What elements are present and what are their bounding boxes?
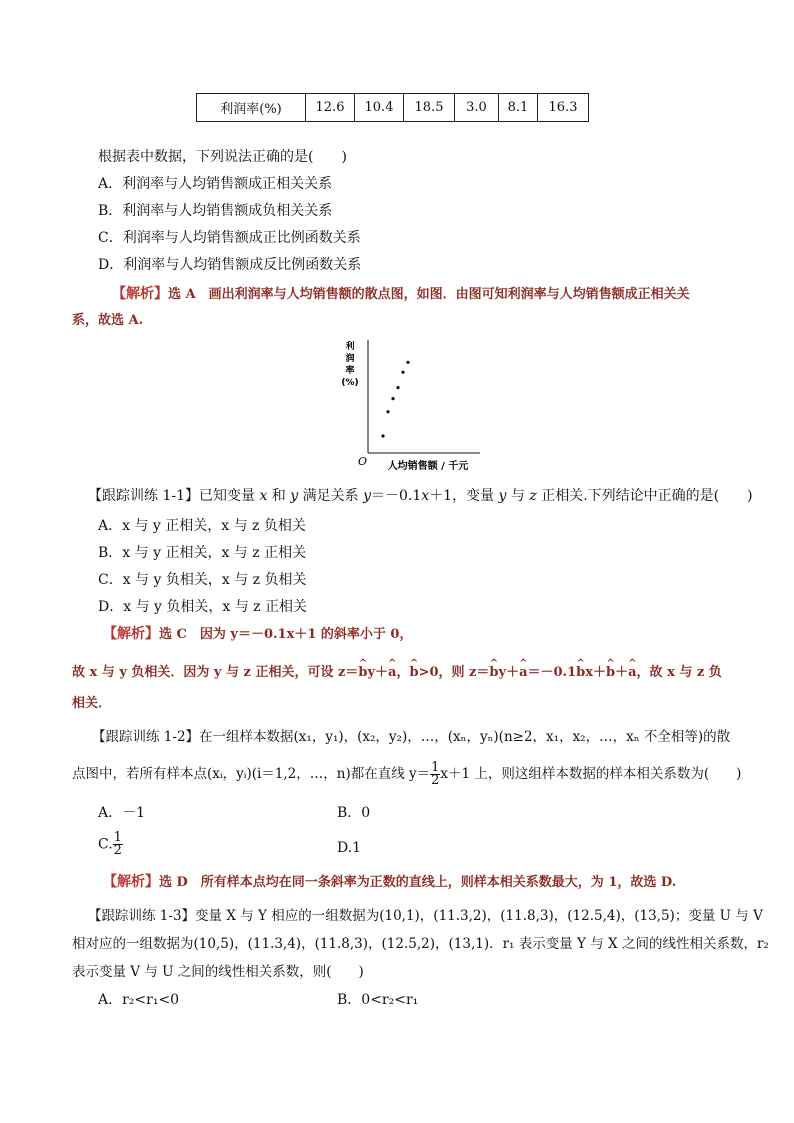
a-hat: ^ a [628, 663, 636, 683]
option-a: A．－1 [98, 805, 146, 821]
analysis-text: ＝－0.1 [527, 665, 577, 680]
analysis-line [72, 310, 143, 331]
table-cell: 18.5 [404, 94, 455, 122]
stem-text: 与 [506, 488, 530, 504]
question-stem: 根据表中数据，下列说法正确的是( ) [98, 149, 347, 165]
stem-text: 满足关系 [298, 488, 364, 504]
option-b: B．0 [337, 805, 371, 821]
analysis-line [112, 284, 690, 305]
analysis-text: y＋ [498, 665, 520, 680]
y-axis-label: 利 [345, 342, 355, 352]
option-d: D.1 [337, 840, 362, 856]
origin-label: O [358, 455, 368, 468]
a-hat: ^ a [519, 663, 527, 683]
exercise-1-2-line: 【跟踪训练 1-2】在一组样本数据(x₁，y₁)，(x₂，y₂)，…，(xₙ，yₙ)(n≥2，x₁，x₂，…，xₙ 不全相等)的散 [92, 729, 731, 745]
exercise-1-2-line [72, 762, 741, 787]
stem-text: 【跟踪训练 1-1】已知变量 [88, 488, 260, 504]
table-cell: 3.0 [455, 94, 499, 122]
data-point [406, 361, 409, 364]
stem-text: 正相关.下列结论中正确的是( ) [536, 488, 753, 504]
data-point [401, 371, 404, 374]
table-cell: 10.4 [355, 94, 404, 122]
option-b: B．利润率与人均销售额成负相关关系 [98, 203, 333, 219]
table-cell: 8.1 [499, 94, 538, 122]
option-c [98, 832, 123, 857]
var-y: y [498, 488, 507, 504]
analysis-line [103, 624, 412, 645]
analysis-line [72, 693, 111, 714]
exercise-1-1-stem [88, 486, 753, 506]
var-x: x [421, 488, 430, 504]
table-cell: 16.3 [538, 94, 589, 122]
stem-text: ＝－0.1 [371, 488, 422, 504]
analysis-line [103, 872, 676, 893]
stem-text: ＋1，变量 [429, 488, 499, 504]
b-hat: ^ b [606, 663, 615, 683]
table-cell: 12.6 [306, 94, 355, 122]
fraction-denominator: 2 [113, 843, 122, 858]
option-d: D．利润率与人均销售额成反比例函数关系 [98, 257, 362, 273]
exercise-1-3-line: 相对应的一组数据为(10,5)，(11.3,4)，(11.8,3)，(12.5,2)，(13,1)．r₁ 表示变量 Y 与 X 之间的线性相关系数，r₂ [72, 936, 769, 952]
option-b: B．0<r₂<r₁ [337, 992, 419, 1008]
exercise-1-3-line: 【跟踪训练 1-3】变量 X 与 Y 相应的一组数据为(10,1)，(11.3,2)，(11.8,3)，(12.5,4)，(13,5)；变量 U 与 V [88, 908, 763, 924]
table-row [197, 94, 589, 122]
profit-rate-table [196, 93, 589, 122]
option-a: A．x 与 y 正相关，x 与 z 负相关 [98, 518, 306, 534]
option-d: D．x 与 y 负相关，x 与 z 正相关 [98, 599, 308, 615]
analysis-text: >0，则 z＝ [418, 665, 490, 680]
stem-text: x＋1 上，则这组样本数据的样本相关系数为( ) [440, 766, 742, 782]
stem-text: 点图中，若所有样本点(xᵢ，yᵢ)(i＝1,2，…，n)都在直线 y＝ [72, 766, 431, 782]
analysis-text: 选 A 画出利润率与人均销售额的散点图，如图．由图可知利润率与人均销售额成正相关关 [168, 287, 690, 302]
analysis-tag: 【解析】 [103, 626, 159, 642]
stem-text: 和 [267, 488, 291, 504]
table-header-cell: 利润率(%) [197, 94, 306, 122]
y-axis-label: 润 [345, 354, 355, 364]
x-axis-label: 人均销售额 / 千元 [387, 461, 469, 472]
y-axis-label: 率 [345, 366, 355, 376]
b-hat: ^ b [576, 663, 585, 683]
analysis-tag: 【解析】 [112, 286, 168, 302]
scatter-plot [330, 335, 490, 475]
data-point [381, 434, 384, 437]
analysis-text: 选 C 因为 y＝－0.1x＋1 的斜率小于 0， [159, 627, 413, 642]
fraction-numerator: 1 [113, 830, 122, 845]
var-z: z [529, 488, 537, 504]
option-a: A．r₂<r₁<0 [98, 992, 180, 1008]
var-y: y [363, 488, 372, 504]
analysis-text: ，故 x 与 z 负 [636, 665, 722, 680]
fraction-denominator: 2 [431, 773, 440, 788]
analysis-line [72, 662, 722, 683]
fraction-numerator: 1 [431, 760, 440, 775]
b-hat: ^ b [409, 663, 418, 683]
data-point [386, 410, 389, 413]
b-hat: ^ b [489, 663, 498, 683]
a-hat: ^ a [388, 663, 396, 683]
option-c: C．利润率与人均销售额成正比例函数关系 [98, 230, 361, 246]
analysis-text: x＋ [585, 665, 606, 680]
analysis-text: ＋ [615, 665, 629, 680]
y-axis-label: (%) [341, 378, 359, 388]
analysis-tag: 【解析】 [103, 874, 159, 890]
b-hat: ^ b [358, 663, 367, 683]
analysis-text: ， [396, 665, 410, 680]
analysis-text: 相关． [72, 696, 112, 711]
data-point [391, 397, 394, 400]
option-c: C．x 与 y 负相关，x 与 z 负相关 [98, 572, 307, 588]
exercise-1-3-line: 表示变量 V 与 U 之间的线性相关系数，则( ) [72, 964, 364, 980]
data-point [396, 386, 399, 389]
analysis-text: 选 D 所有样本点均在同一条斜率为正数的直线上，则样本相关系数最大，为 1，故选 D. [159, 875, 677, 890]
analysis-text: y＋ [367, 665, 389, 680]
option-a: A．利润率与人均销售额成正相关关系 [98, 176, 333, 192]
var-y: y [290, 488, 299, 504]
analysis-text: 故 x 与 y 负相关．因为 y 与 z 正相关，可设 z＝ [72, 665, 359, 680]
var-x: x [259, 488, 268, 504]
fraction [430, 762, 440, 787]
option-label: C. [98, 836, 113, 853]
analysis-text: 系，故选 A. [72, 313, 144, 328]
option-b: B．x 与 y 正相关，x 与 z 正相关 [98, 545, 307, 561]
fraction [113, 832, 123, 857]
